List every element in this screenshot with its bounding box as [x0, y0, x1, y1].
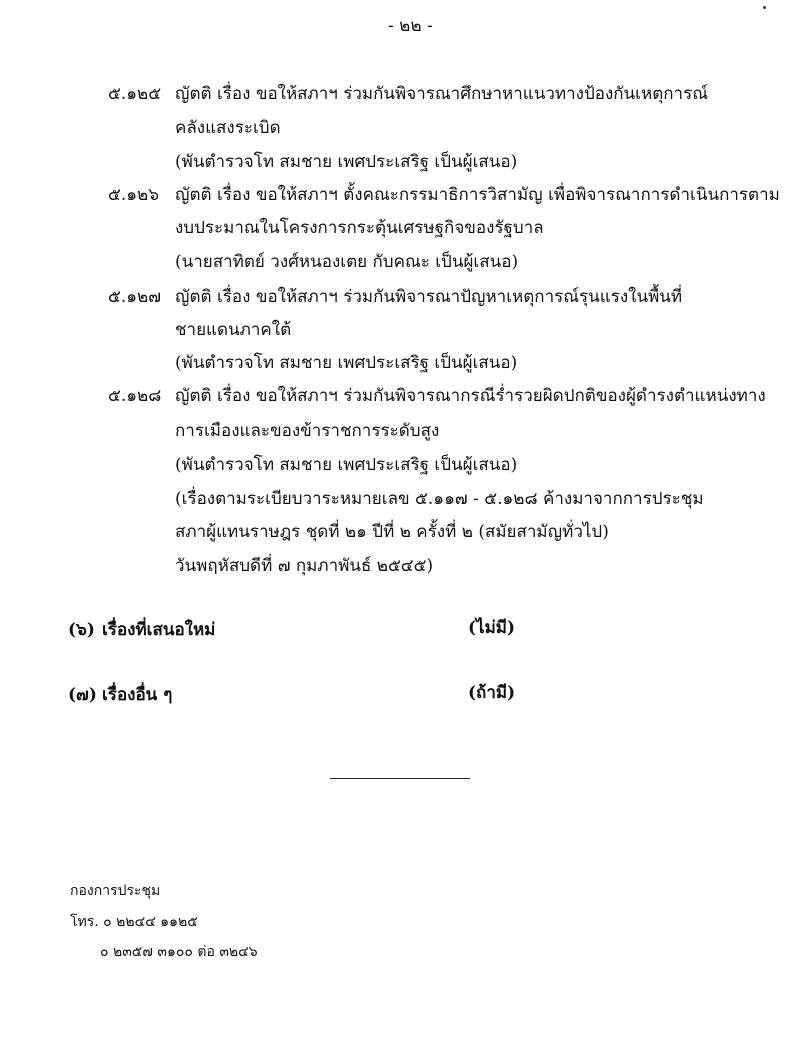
section-number: (๖): [68, 620, 95, 640]
section-status: (ถ้ามี): [468, 683, 516, 703]
phone-line: โทร. ๐ ๒๒๔๔ ๑๑๒๕: [70, 914, 198, 930]
section-number: (๗): [68, 685, 97, 705]
item-number: ๕.๑๒๗: [108, 287, 162, 307]
section-status: (ไม่มี): [468, 618, 516, 638]
divider-line: [330, 778, 470, 779]
note-line: วันพฤหัสบดีที่ ๗ กุมภาพันธ์ ๒๕๔๕): [175, 556, 434, 576]
item-title-line: ญัตติ เรื่อง ขอให้สภาฯ ร่วมกันพิจารณากรณีร่ำรวยผิดปกติของผู้ดำรงตำแหน่งทาง: [175, 386, 766, 406]
note-line: (เรื่องตามระเบียบวาระหมายเลข ๕.๑๑๗ - ๕.๑๒๘ ค้างมาจากการประชุม: [175, 489, 704, 509]
scan-speck: [763, 6, 766, 9]
item-title-line: คลังแสงระเบิด: [175, 118, 281, 138]
item-proposer: (พันตำรวจโท สมชาย เพศประเสริฐ เป็นผู้เสนอ): [175, 455, 518, 475]
item-title-line: ญัตติ เรื่อง ขอให้สภาฯ ตั้งคณะกรรมาธิการวิสามัญ เพื่อพิจารณาการดำเนินการตาม: [175, 185, 780, 205]
item-number: ๕.๑๒๘: [108, 386, 162, 406]
item-proposer: (พันตำรวจโท สมชาย เพศประเสริฐ เป็นผู้เสนอ): [175, 353, 518, 373]
phone-line: ๐ ๒๓๕๗ ๓๑๐๐ ต่อ ๓๒๔๖: [100, 944, 258, 960]
section-title: เรื่องที่เสนอใหม่: [102, 620, 216, 640]
item-title-line: งบประมาณในโครงการกระตุ้นเศรษฐกิจของรัฐบาล: [175, 218, 544, 238]
item-title-line: การเมืองและของข้าราชการระดับสูง: [175, 421, 440, 441]
section-title: เรื่องอื่น ๆ: [102, 685, 173, 705]
note-line: สภาผู้แทนราษฎร ชุดที่ ๒๑ ปีที่ ๒ ครั้งที่ ๒ (สมัยสามัญทั่วไป): [175, 522, 609, 542]
office-name: กองการประชุม: [70, 883, 161, 899]
item-proposer: (พันตำรวจโท สมชาย เพศประเสริฐ เป็นผู้เสนอ): [175, 152, 518, 172]
item-title-line: ญัตติ เรื่อง ขอให้สภาฯ ร่วมกันพิจารณาปัญหาเหตุการณ์รุนแรงในพื้นที่: [175, 287, 683, 307]
item-number: ๕.๑๒๖: [108, 185, 160, 205]
page-number: - ๒๒ -: [388, 16, 433, 36]
item-number: ๕.๑๒๕: [108, 84, 162, 104]
item-title-line: ญัตติ เรื่อง ขอให้สภาฯ ร่วมกันพิจารณาศึกษาหาแนวทางป้องกันเหตุการณ์: [175, 84, 708, 104]
item-title-line: ชายแดนภาคใต้: [175, 320, 292, 340]
item-proposer: (นายสาทิตย์ วงศ์หนองเตย กับคณะ เป็นผู้เสนอ): [175, 252, 519, 272]
